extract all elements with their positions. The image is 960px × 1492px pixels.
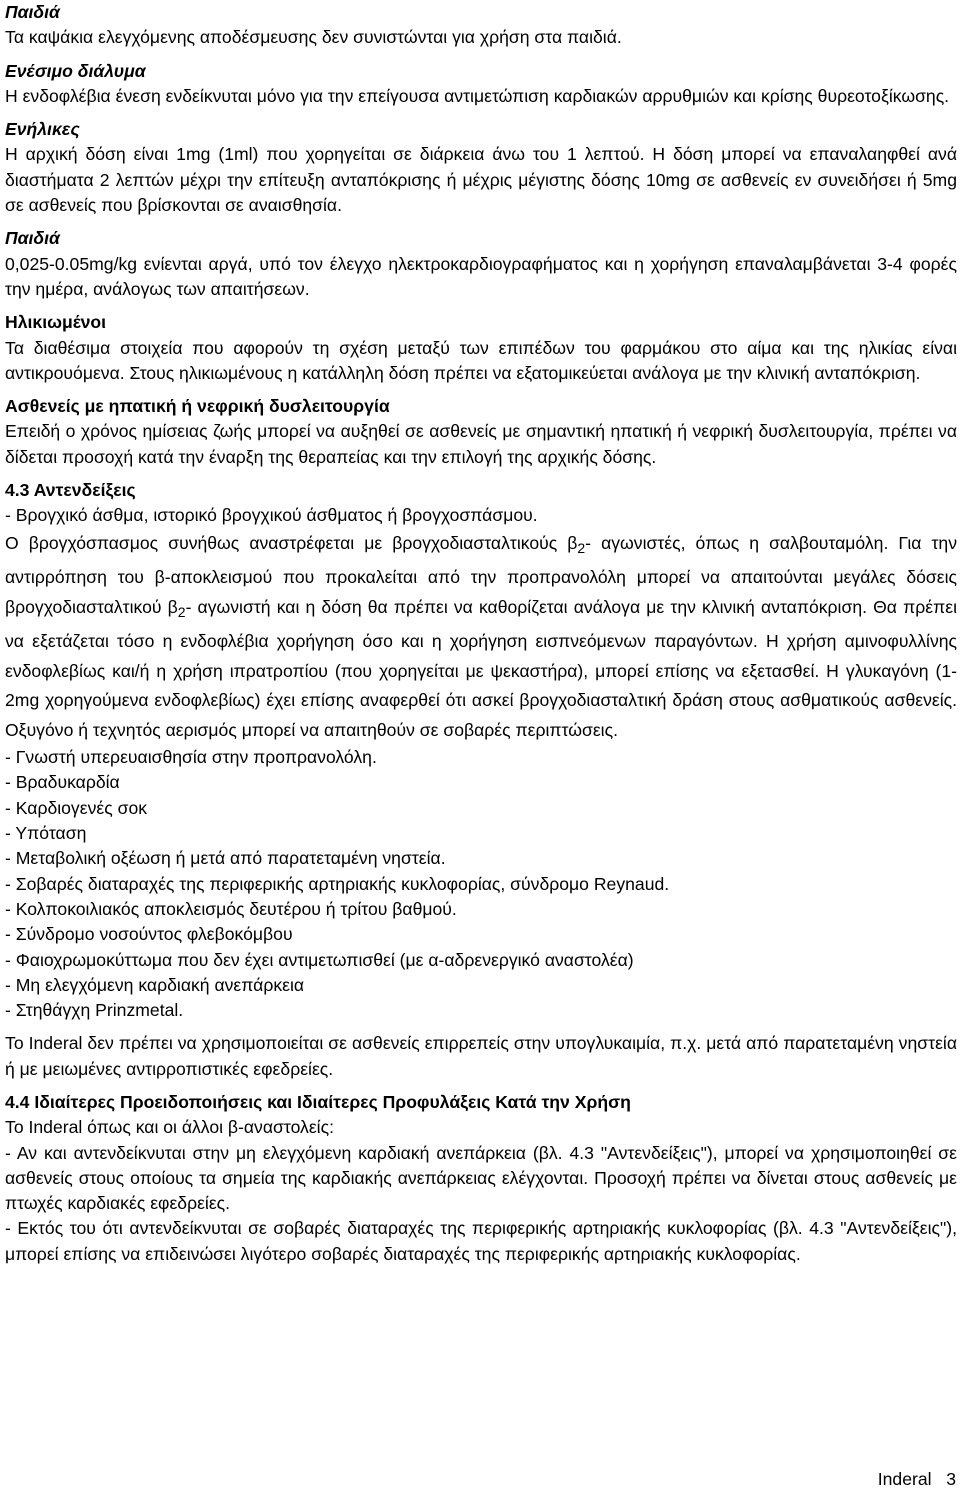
list-item: - Σοβαρές διαταραχές της περιφερικής αρτηριακής κυκλοφορίας, σύνδρομο Reynaud. (5, 873, 670, 894)
heading-injection-solution: Ενέσιμο διάλυμα (5, 60, 146, 81)
list-item: - Υπόταση (5, 823, 87, 844)
text-peripheral-circulation: - Εκτός του ότι αντενδείκνυται σε σοβαρές διαταραχές της περιφερικής αρτηριακής κυκλοφορίας (βλ. 4.3 "Αντενδείξεις"), μπορεί επίσης να επιδεινώσει λιγότερο σοβαρές διαταραχές της περιφερικής αρτηριακής κυκλοφορίας. (5, 1218, 957, 1264)
text-warnings-intro: Το Inderal όπως και οι άλλοι β-αναστολείς: (5, 1117, 334, 1138)
document-page (5, 0, 957, 1267)
list-item: - Σύνδρομο νοσούντος φλεβοκόμβου (5, 924, 293, 945)
page-footer (878, 1467, 956, 1492)
text-heart-failure: - Αν και αντενδείκνυται στην μη ελεγχόμενη καρδιακή ανεπάρκεια (βλ. 4.3 "Αντενδείξεις"), μπορεί να χρησιμοποιηθεί σε ασθενείς στους οποίους τα σημεία της καρδιακής ανεπάρκειας ελέγχονται. Προσοχή πρέπει να δίνεται στους ασθενείς με πτωχές καρδιακές εφεδρείες. (5, 1142, 957, 1214)
list-item: - Βραδυκαρδία (5, 772, 120, 793)
list-item: - Στηθάγχη Prinzmetal. (5, 1000, 184, 1021)
text-children-injection: 0,025-0.05mg/kg ενίενται αργά, υπό τον έλεγχο ηλεκτροκαρδιογραφήματος και η χορήγηση επαναλαμβάνεται 3-4 φορές την ημέρα, ανάλογως των απαιτήσεων. (5, 253, 957, 299)
section-title: Αντενδείξεις (33, 480, 136, 501)
heading-hepatic-renal: Ασθενείς με ηπατική ή νεφρική δυσλειτουργία (5, 396, 390, 417)
list-item: - Βρογχικό άσθμα, ιστορικό βρογχικού άσθματος ή βρογχοσπάσμου. (5, 505, 538, 526)
section-heading-contraindications (5, 478, 957, 503)
list-item: - Καρδιογενές σοκ (5, 797, 148, 818)
text-hypoglycaemia: Το Inderal δεν πρέπει να χρησιμοποιείται σε ασθενείς επιρρεπείς στην υπογλυκαιμία, π.χ. μετά από παρατεταμένη νηστεία ή με μειωμένες αντιρροπιστικές εφεδρείες. (5, 1033, 957, 1079)
text-elderly: Τα διαθέσιμα στοιχεία που αφορούν τη σχέση μεταξύ των επιπέδων του φαρμάκου στο αίμα και της ηλικίας είναι αντικρουόμενα. Στους ηλικιωμένους η κατάλληλη δόση πρέπει να εξατομικεύεται ανάλογα με την κλινική ανταπόκριση. (5, 337, 957, 383)
subscript-2: 2 (177, 603, 186, 620)
heading-adults: Ενήλικες (5, 119, 80, 140)
heading-children-injection: Παιδιά (5, 228, 60, 249)
list-item: - Μεταβολική οξέωση ή μετά από παρατεταμένη νηστεία. (5, 848, 446, 869)
text-adults: Η αρχική δόση είναι 1mg (1ml) που χορηγείται σε διάρκεια άνω του 1 λεπτού. Η δόση μπορεί να επαναλαηφθεί ανά διαστήματα 2 λεπτών μέχρι την επίτευξη ανταπόκρισης ή μέχρις μέγιστης δόσης 10mg σε ασθενείς εν συνειδήσει ή 5mg σε ασθενείς που βρίσκονται σε αναισθησία. (5, 144, 957, 216)
text-hepatic-renal: Επειδή ο χρόνος ημίσειας ζωής μπορεί να αυξηθεί σε ασθενείς με σημαντική ηπατική ή νεφρική δυσλειτουργία, πρέπει να δίδεται προσοχή κατά την έναρξη της θεραπείας και την επιλογή της αρχικής δόσης. (5, 421, 957, 467)
subscript-2: 2 (577, 539, 586, 556)
list-item: - Φαιοχρωμοκύττωμα που δεν έχει αντιμετωπισθεί (με α-αδρενεργικό αναστολέα) (5, 949, 634, 970)
page-number: 3 (946, 1469, 956, 1489)
list-item: - Μη ελεγχόμενη καρδιακή ανεπάρκεια (5, 974, 305, 995)
section-number: 4.3 (5, 480, 30, 501)
footer-brand: Inderal (877, 1469, 932, 1489)
text-injection-solution: Η ενδοφλέβια ένεση ενδείκνυται μόνο για την επείγουσα αντιμετώπιση καρδιακών αρρυθμιών και κρίσης θυρεοτοξίκωσης. (5, 85, 950, 106)
section-number: 4.4 (5, 1092, 30, 1112)
section-title: Ιδιαίτερες Προειδοποιήσεις και Ιδιαίτερες Προφυλάξεις Κατά την Χρήση (34, 1092, 631, 1112)
list-item: - Γνωστή υπερευαισθησία στην προπρανολόλη. (5, 747, 377, 768)
list-item: - Κολποκοιλιακός αποκλεισμός δευτέρου ή τρίτου βαθμού. (5, 898, 457, 919)
text-bronchospasm: Ο βρογχόσπασμος συνήθως αναστρέφεται με βρογχοδιασταλτικούς $\beta_2-$ αγωνιστές, όπως η σαλβουταμόλη. Για την αντιρρόπηση του β-αποκλεισμού που προκαλείται από την προπρανολόλη μπορεί να απαιτούνται μεγάλες δόσεις βρογχοδιασταλτικού $\beta_2-$ αγωνιστή και η δόση θα πρέπει να καθορίζεται ανάλογα με την κλινική ανταπόκριση. Θα πρέπει να εξετάζεται τόσο η ενδοφλέβια χορήγηση όσο και η χορήγηση εισπνεόμενων παραγόντων. Η χρήση αμινοφυλλίνης ενδοφλεβίως και/ή η χρήση ιπρατροπίου (που χορηγείται με ψεκαστήρα), μπορεί επίσης να εξετασθεί. Η γλυκαγόνη (1-2mg χορηγούμενα ενδοφλεβίως) έχει επίσης αναφερθεί ότι ασκεί βρογχοδιασταλτική δράση στους ασθματικούς ασθενείς. Οξυγόνο ή τεχνητός αερισμός μπορεί να απαιτηθούν σε σοβαρές περιπτώσεις. (5, 532, 957, 740)
heading-children-capsules: Παιδιά (5, 2, 60, 22)
text-children-capsules: Τα καψάκια ελεγχόμενης αποδέσμευσης δεν συνιστώνται για χρήση στα παιδιά. (5, 27, 622, 48)
section-heading-warnings (5, 1090, 957, 1115)
heading-elderly: Ηλικιωμένοι (5, 312, 107, 333)
